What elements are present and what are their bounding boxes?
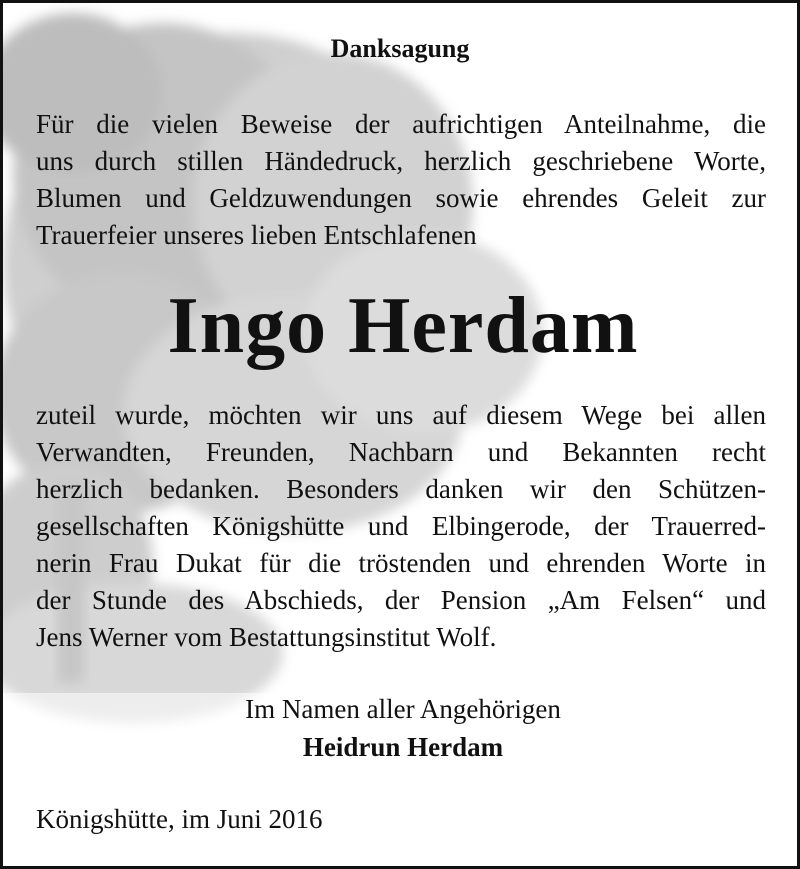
thanks-line: gesellschaften Königshütte und Elbingerode, der Trauerred- (36, 511, 766, 541)
on-behalf-text: Im Namen aller Angehörigen (245, 694, 561, 724)
thanks-paragraph (36, 397, 766, 656)
place-date: Königshütte, im Juni 2016 (36, 804, 323, 834)
signer-name: Heidrun Herdam (302, 732, 504, 762)
thanks-line: zuteil wurde, möchten wir uns auf diesem Wege bei allen (36, 400, 766, 430)
intro-line: Trauerfeier unseres lieben Entschlafenen (36, 220, 477, 250)
thanks-line: Verwandten, Freunden, Nachbarn und Bekannten recht (36, 437, 766, 467)
intro-line: Für die vielen Beweise der aufrichtigen Anteilnahme, die (36, 109, 766, 139)
thanks-line: Jens Werner vom Bestattungsinstitut Wolf. (36, 622, 497, 652)
thanks-line: der Stunde des Abschieds, der Pension „Am Felsen“ und (36, 585, 766, 615)
deceased-name: Ingo Herdam (167, 282, 639, 370)
intro-paragraph (36, 106, 766, 254)
thanks-line: herzlich bedanken. Besonders danken wir den Schützen- (36, 474, 766, 504)
intro-line: Blumen und Geldzuwendungen sowie ehrendes Geleit zur (36, 183, 766, 213)
notice-heading: Danksagung (330, 34, 470, 63)
thanks-line: nerin Frau Dukat für die tröstenden und ehrenden Worte in (36, 548, 766, 578)
intro-line: uns durch stillen Händedruck, herzlich geschriebene Worte, (36, 146, 766, 176)
